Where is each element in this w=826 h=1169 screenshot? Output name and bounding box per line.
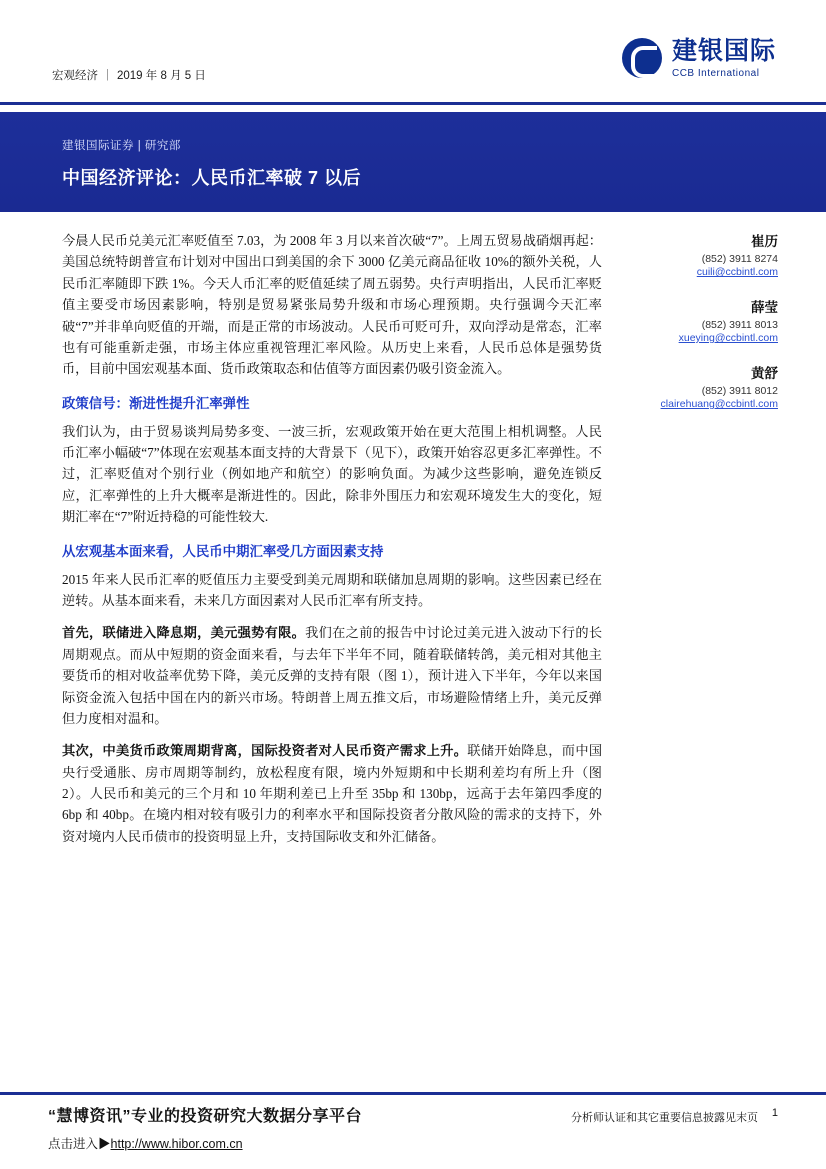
promo-enter-label: 点击进入 [48,1137,99,1151]
document-header [0,0,826,112]
promo-block [48,1103,362,1152]
header-separator: | [106,69,109,81]
analyst-sidebar [610,230,778,428]
section-heading-policy-signal: 政策信号：渐进性提升汇率弹性 [62,395,250,411]
page-number: 1 [771,1107,778,1119]
analyst-entry [610,296,778,344]
analyst-phone: (852) 3911 8013 [701,319,778,331]
header-meta [52,67,206,83]
section-heading-macro-fundamentals: 从宏观基本面来看，人民币中期汇率受几方面因素支持 [62,543,384,559]
analyst-entry [610,230,778,278]
promo-quote-open: “ [48,1108,57,1125]
analyst-email-link[interactable]: xueying@ccbintl.com [678,332,778,344]
promo-tagline: 专业的投资研究大数据分享平台 [131,1108,363,1125]
point-two-lead: 其次，中美货币政策周期背离，国际投资者对人民币资产需求上升。 [62,743,468,759]
analyst-phone: (852) 3911 8274 [701,253,778,265]
play-arrow-icon: ▶ [98,1137,111,1151]
section-macro-fundamentals-paragraph: 2015 年来人民币汇率的贬值压力主要受到美元周期和联储加息周期的影响。这些因素已经在逆转。从基本面来看，未来几方面因素对人民币汇率有所支持。 [62,571,602,609]
main-column [62,230,602,858]
point-one-paragraph [62,622,602,729]
point-two-text: 联储开始降息，而中国央行受通胀、房市周期等制约，放松程度有限，境内外短期和中长期利差均有所上升（图 2）。人民币和美元的三个月和 10 年期利差已上升至 35bp 和 130bp，远高于去年第四季度的 6bp 和 40bp。在境内相对较有吸引力的利率水平和国际投资者分散风险的需求的支持下，外资对境内人民币债市的投资明显上升，支持国际收支和外汇储备。 [62,743,603,844]
analyst-email-link[interactable]: clairehuang@ccbintl.com [660,398,778,410]
promo-tagline-row [48,1103,362,1126]
promo-link-row [48,1134,362,1152]
header-category: 宏观经济 [52,70,98,82]
analyst-name: 黄舒 [751,366,778,381]
promo-quote-close: ” [122,1108,132,1125]
promo-url-link[interactable]: http://www.hibor.com.cn [110,1137,243,1151]
intro-paragraph: 今晨人民币兑美元汇率贬值至 7.03，为 2008 年 3 月以来首次破“7”。上周五贸易战硝烟再起：美国总统特朗普宣布计划对中国出口到美国的余下 3000 亿美元商品征收 10%的额外关税，人民币汇率随即下跌 1%。今天人币汇率的贬值延续了周五弱势。央行声明指出，人民币汇率贬值主要受市场因素影响，特别是贸易紧张局势升级和市场心理预期。央行强调今天汇率破“7”并非单向贬值的开端，而是正常的市场波动。人民币可贬可升，双向浮动是常态，汇率也有可能重新走强，市场主体应重视管理汇率风险。从历史上来看，人民币总体是强势货币，目前中国宏观基本面、货币政策取态和估值等方面因素仍吸引资金流入。 [62,233,602,377]
analyst-name: 薛莹 [751,300,778,315]
point-one-text: 我们在之前的报告中讨论过美元进入波动下行的长周期观点。而从中短期的资金面来看，与去年下半年不同，随着联储转鸽，美元相对其他主要货币的相对收益率优势下降，美元反弹的支持有限（图 1），预计进入下半年，今年以来国际资金流入包括中国在内的新兴市场。特朗普上周五推文后，市场避险情绪上升，美元反弹但力度相对温和。 [62,625,603,726]
point-one-lead: 首先，联储进入降息期，美元强势有限。 [62,625,306,641]
brand-name-cn: 建银国际 [671,37,776,65]
document-footer [0,1095,826,1169]
promo-brand-name: 慧博资讯 [56,1108,123,1125]
brand-text-block [672,38,776,79]
analyst-name: 崔历 [751,234,778,249]
point-two-paragraph [62,740,602,847]
page-title: 中国经济评论：人民币汇率破 7 以后 [62,168,362,188]
brand-name-en: CCB International [671,67,760,79]
company-logo [622,38,776,79]
analyst-email-link[interactable]: cuili@ccbintl.com [696,266,778,278]
header-divider [0,102,826,105]
analyst-entry [610,362,778,410]
title-banner [0,112,826,212]
research-dept-label: 建银国际证券 | 研究部 [62,140,181,152]
analyst-phone: (852) 3911 8012 [701,385,778,397]
section-policy-signal-paragraph: 我们认为，由于贸易谈判局势多变、一波三折，宏观政策开始在更大范围上相机调整。人民币汇率小幅破“7”体现在宏观基本面支持的大背景下（见下），政策开始容忍更多汇率弹性。不过，汇率贬值对个别行业（例如地产和航空）的影响负面。为减少这些影响，避免连锁反应，汇率弹性的上升大概率是渐进性的。因此，除非外围压力和宏观环境发生大的变化，短期汇率在“7”附近持稳的可能性较大. [62,423,602,525]
disclaimer-note: 分析师认证和其它重要信息披露见末页 [571,1112,758,1124]
header-date: 2019 年 8 月 5 日 [117,70,206,82]
ccb-logo-icon [622,38,662,78]
